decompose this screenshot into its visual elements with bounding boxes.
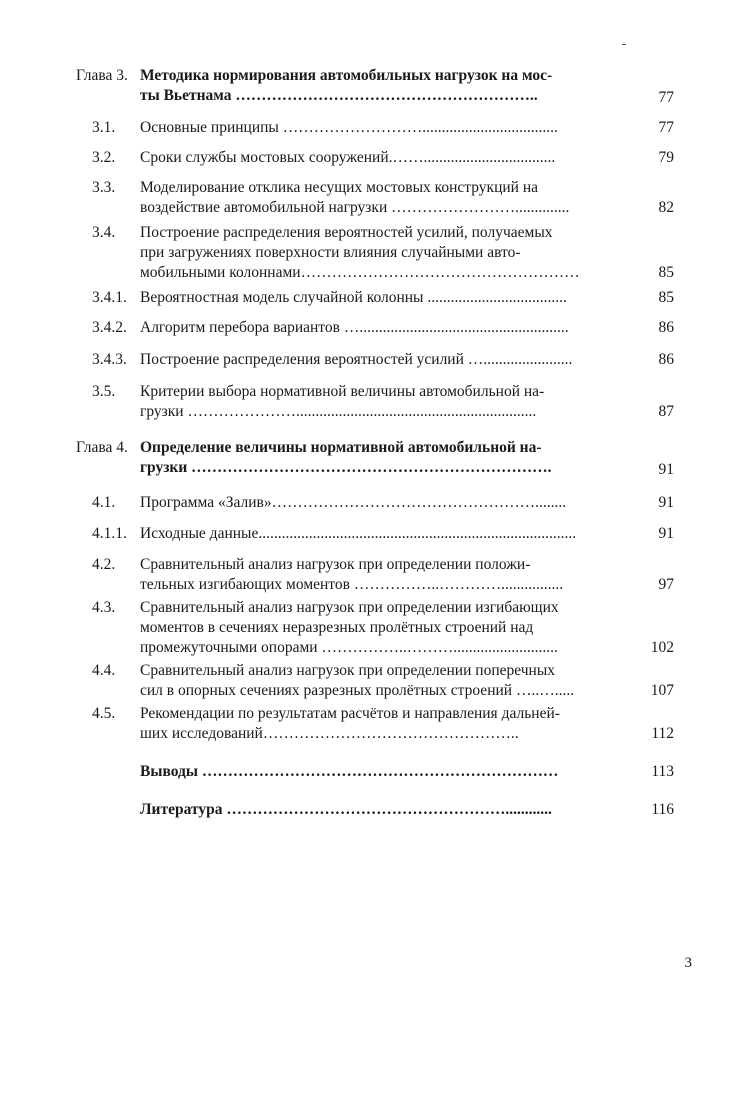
toc-entry-number: 3.1. (92, 119, 116, 136)
toc-entry-title (140, 800, 625, 820)
toc-entry-line: грузки ………………….............................................................. (140, 403, 537, 420)
toc-entry-page: 87 (658, 403, 674, 420)
toc-entry-title (140, 598, 625, 658)
toc-entry-page: 86 (658, 319, 674, 336)
toc-entry-page: 82 (658, 199, 674, 216)
toc-entry-number: 4.1. (92, 494, 116, 511)
toc-entry-number: 3.2. (92, 149, 116, 166)
toc-entry-line: Алгоритм перебора вариантов …...................................................... (140, 319, 569, 336)
toc-entry-number: 3.4. (92, 224, 116, 241)
toc-entry-page: 102 (650, 639, 674, 656)
toc-entry-page: 91 (658, 494, 674, 511)
toc-entry-number: 3.4.3. (92, 351, 127, 368)
toc-entry-line: Построение распределения вероятностей усилий, получаемых (140, 224, 553, 241)
toc-entry-page: 97 (658, 576, 674, 593)
toc-entry-title (140, 66, 625, 106)
toc-entry-page: 79 (658, 149, 674, 166)
toc-entry-line: грузки ……………………………………………………………. (140, 459, 552, 476)
toc-entry-title (140, 493, 625, 513)
toc-entry-line: Сравнительный анализ нагрузок при определении изгибающих (140, 599, 559, 616)
toc-entry-title (140, 178, 625, 218)
toc-entry-number: 4.2. (92, 556, 116, 573)
toc-entry-line: Построение распределения вероятностей усилий …....................... (140, 351, 573, 368)
toc-entry-title (140, 350, 625, 370)
toc-entry-page: 86 (658, 351, 674, 368)
toc-entry-page: 91 (658, 461, 674, 478)
toc-entry-line: ты Вьетнама ………………………………………………….. (140, 87, 538, 104)
toc-entry-line: ших исследований………………………………………….. (140, 725, 519, 742)
toc-entry-page: 112 (651, 725, 674, 742)
toc-entry-title (140, 148, 625, 168)
toc-entry-line: Моделирование отклика несущих мостовых конструкций на (140, 179, 538, 196)
toc-entry-title (140, 661, 625, 701)
toc-entry-line: Методика нормирования автомобильных нагрузок на мос- (140, 67, 553, 84)
toc-entry-number: 3.4.2. (92, 319, 127, 336)
toc-entry-number: 4.1.1. (92, 525, 127, 542)
toc-entry-line: Сроки службы мостовых сооружений.…….................................. (140, 149, 556, 166)
toc-entry-page: 116 (651, 801, 674, 818)
toc-entry-title (140, 318, 625, 338)
toc-entry-title (140, 118, 625, 138)
toc-entry-line: сил в опорных сечениях разрезных пролётных строений …..…..... (140, 682, 575, 699)
toc-entry-page: 107 (650, 682, 674, 699)
toc-entry-number: 4.4. (92, 662, 116, 679)
toc-entry-line: Литература ………………………………………………............ (140, 801, 552, 818)
toc-entry-line: тельных изгибающих моментов ……………..…………................ (140, 576, 564, 593)
toc-entry-page: 85 (658, 264, 674, 281)
toc-entry-line: Сравнительный анализ нагрузок при определении положи- (140, 556, 531, 573)
toc-entry-line: мобильными колоннами……………………………………………… (140, 264, 580, 281)
toc-entry-title (140, 223, 625, 283)
toc-entry-line: Основные принципы ………………………................................... (140, 119, 558, 136)
toc-entry-number: 4.3. (92, 599, 116, 616)
toc-entry-line: Определение величины нормативной автомобильной на- (140, 439, 542, 456)
toc-entry-title (140, 524, 625, 544)
toc-entry-title (140, 288, 625, 308)
toc-entry-title (140, 762, 625, 782)
toc-entry-page: 77 (658, 89, 674, 106)
toc-entry-number: 3.3. (92, 179, 116, 196)
toc-entry-title (140, 382, 625, 422)
toc-entry-line: воздействие автомобильной нагрузки …………………….............. (140, 199, 570, 216)
toc-entry-line: Исходные данные.................................................................................. (140, 525, 577, 542)
toc-entry-line: Критерии выбора нормативной величины автомобильной на- (140, 383, 545, 400)
toc-entry-page: 85 (658, 289, 674, 306)
toc-entry-page: 91 (658, 525, 674, 542)
toc-entry-line: промежуточными опорами ……………..………........................... (140, 639, 558, 656)
toc-entry-line: Вероятностная модель случайной колонны .................................... (140, 289, 567, 306)
toc-entry-title (140, 555, 625, 595)
toc-entry-line: Программа «Залив»……………………………………………........ (140, 494, 567, 511)
toc-entry-line: Сравнительный анализ нагрузок при определении поперечных (140, 662, 555, 679)
toc-entry-number: Глава 3. (76, 67, 128, 84)
toc-entry-number: 4.5. (92, 705, 116, 722)
toc-entry-line: моментов в сечениях неразрезных пролётных строений над (140, 619, 534, 636)
scan-mark (622, 44, 626, 45)
page-number: 3 (684, 955, 692, 971)
toc-entry-number: 3.4.1. (92, 289, 127, 306)
toc-entry-title (140, 704, 625, 744)
toc-entry-line: при загружениях поверхности влияния случайными авто- (140, 244, 521, 261)
toc-entry-number: 3.5. (92, 383, 116, 400)
toc-entry-page: 113 (651, 763, 674, 780)
toc-entry-line: Рекомендации по результатам расчётов и направления дальней- (140, 705, 560, 722)
toc-entry-number: Глава 4. (76, 439, 128, 456)
toc-entry-line: Выводы …………………………………………………………… (140, 763, 559, 780)
toc-entry-title (140, 438, 625, 478)
toc-entry-page: 77 (658, 119, 674, 136)
